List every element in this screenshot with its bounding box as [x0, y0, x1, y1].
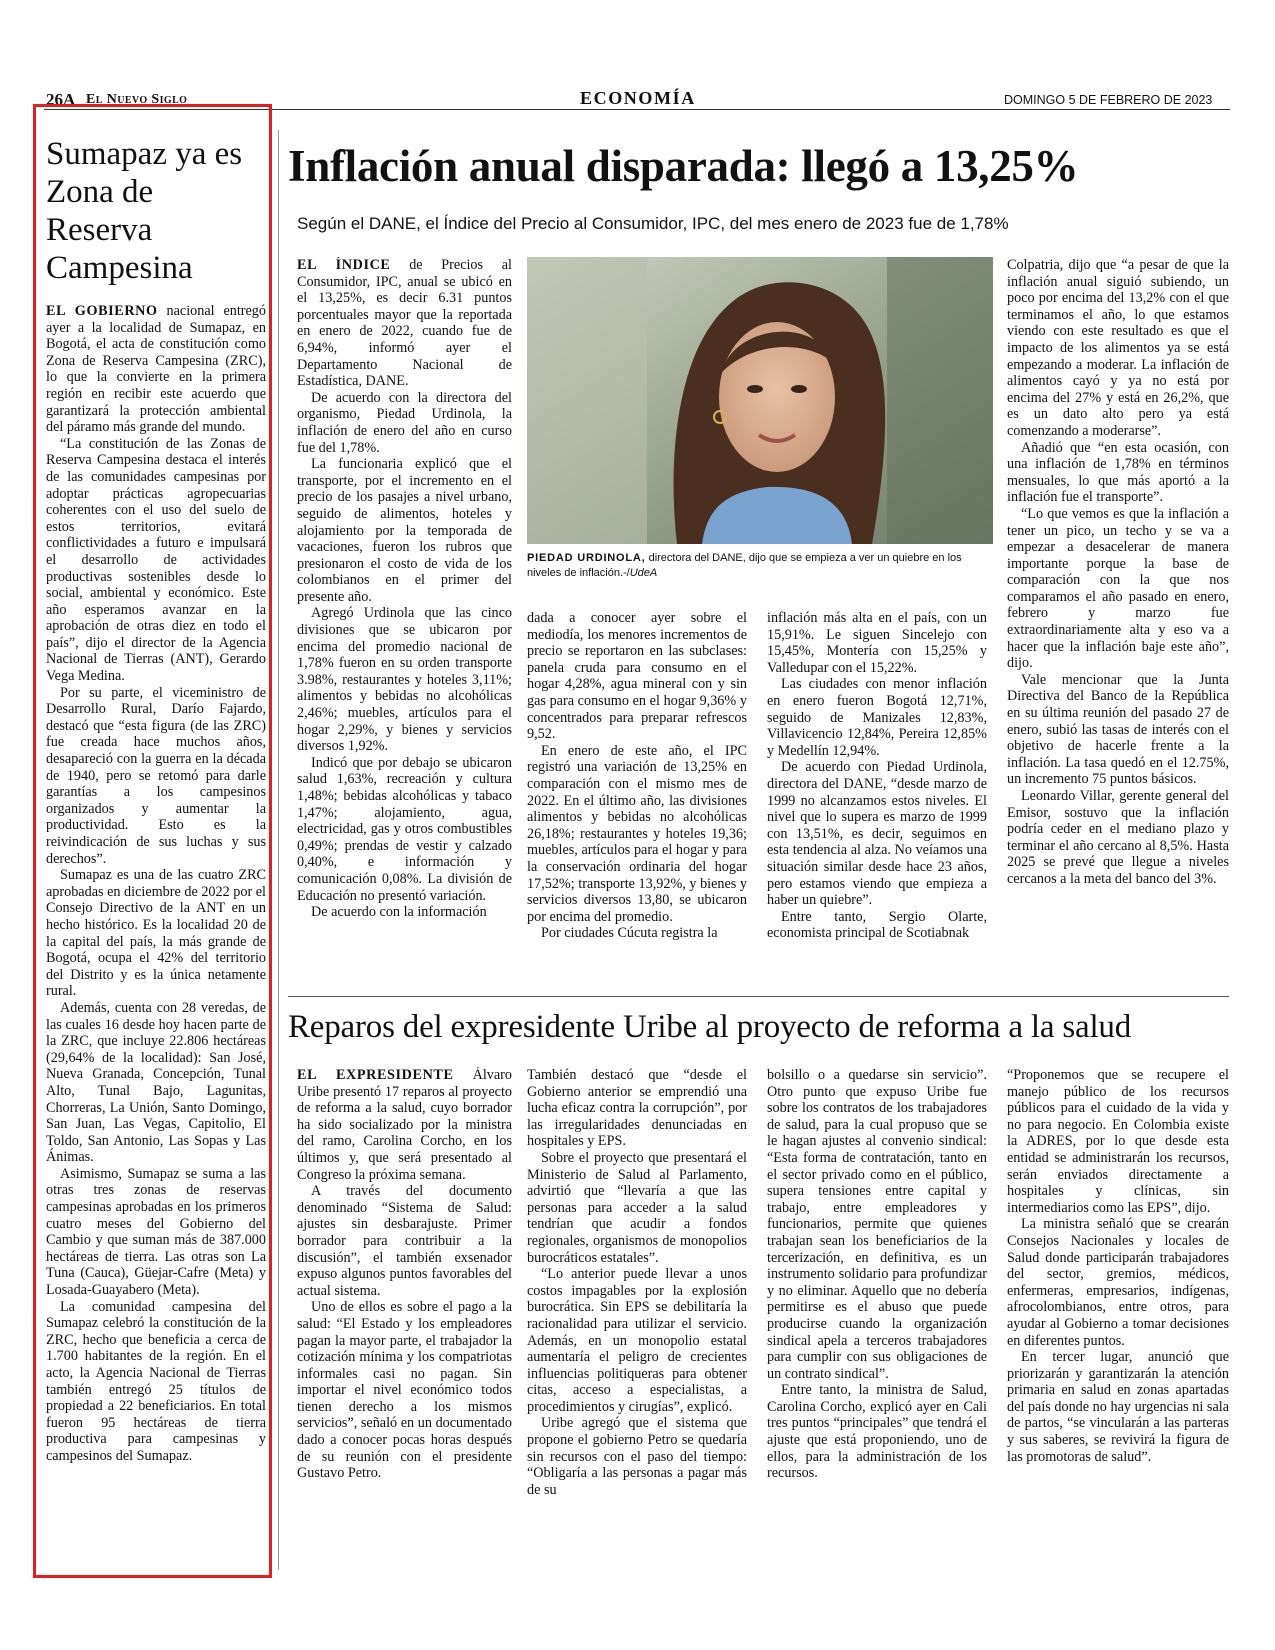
- sidebar-paragraph: Asimismo, Sumapaz se suma a las otras tres zonas de reservas campesinas aprobadas en los primeros cuatro meses del Gobierno del Cambio y que suman más de 387.000 hectáreas de tierra. Las otras son La Tuna (Cauca), Güejar-Cafre (Meta) y Losada-Guayabero (Meta).: [46, 1165, 266, 1299]
- sidebar-paragraph: Además, cuenta con 28 veredas, de las cuales 16 desde hoy hacen parte de la ZRC, que incluye 22.806 hectáreas (29,64% de la localidad): San José, Nueva Granada, Concepción, Tunal Alto, Tunal Bajo, Lagunitas, Chorreras, La Unión, Santo Domingo, San Juan, Las Vegas, Capitolio, El Toldo, San Antonio, Las Sopas y Las Ánimas.: [46, 999, 266, 1166]
- story-divider: [288, 996, 1229, 997]
- article-paragraph: Vale mencionar que la Junta Directiva del Banco de la República en su última reunión del pasado 27 de enero, subió las tasas de interés con el objetivo de hacerle frente a la inflación. La tasa quedó en el 12.75%, un incremento 75 puntos básicos.: [1007, 671, 1229, 788]
- article-paragraph: En enero de este año, el IPC registró una variación de 13,25% en comparación con el mismo mes de 2022. En el último año, las divisiones alimentos y bebidas no alcohólicas 26,18%; restaurantes y hoteles 19,36; muebles, artículos para el hogar y para la conservación ordinaria del hogar 17,52%; transporte 13,92%, y bienes y servicios diversos 13,80, se ubicaron por encima del promedio.: [527, 742, 747, 925]
- photo-caption: [527, 551, 993, 580]
- second-headline: Reparos del expresidente Uribe al proyecto de reforma a la salud: [288, 1009, 1132, 1045]
- sidebar-lead: EL GOBIERNO: [46, 303, 158, 319]
- article-paragraph: Colpatria, dijo que “a pesar de que la inflación anual siguió subiendo, un poco por encima del 13,2% con el que terminamos el año, lo que estamos viendo con este resultado es que el impacto de los alimentos ya se está empezando a moderar. La inflación de alimentos cayó y ya no está por encima del 27% y está en 26,2%, que es un dato alto pero ya está comenzando a moderarse”.: [1007, 257, 1229, 439]
- article-paragraph: A través del documento denominado “Sistema de Salud: ajustes sin desbarajuste. Primer borrador para contribuir a la discusión”, el también exsenador expuso algunos puntos favorables del actual sistema.: [297, 1183, 512, 1299]
- article-paragraph: Leonardo Villar, gerente general del Emisor, sostuvo que la inflación podría ceder en el mediano plazo y terminar el año cercano al 8,5%. Hasta 2025 se prevé que llegue a niveles cercanos a la meta del banco del 3%.: [1007, 788, 1229, 887]
- column-divider: [278, 130, 279, 1570]
- sidebar-headline: Sumapaz ya es Zona de Reserva Campesina: [46, 136, 243, 286]
- article-paragraph: Entre tanto, Sergio Olarte, economista principal de Scotiabnak: [767, 908, 987, 942]
- second-story-column-4: [1007, 1067, 1229, 1572]
- article-paragraph: De acuerdo con la información: [311, 904, 487, 921]
- article-paragraph: inflación más alta en el país, con un 15,91%. Le siguen Sincelejo con 15,45%, Montería con 15,25% y Valledupar con el 15,22%.: [767, 610, 987, 676]
- main-story-column-4: [1007, 257, 1229, 983]
- sidebar-paragraph: Sumapaz es una de las cuatro ZRC aprobadas en diciembre de 2022 por el Consejo Directivo de la ANT en un hecho histórico. Es la localidad 20 de la capital del país, la más grande de Bogotá, ocupa el 42% del territorio del Distrito y es la única netamente rural.: [46, 867, 266, 1000]
- second-story-column-3: [767, 1067, 987, 1572]
- sidebar-body: [46, 303, 266, 1570]
- main-story-column-3: [767, 610, 987, 983]
- article-paragraph: Entre tanto, la ministra de Salud, Carolina Corcho, explicó ayer en Cali tres puntos “principales” que tendrá el ajuste que está proponiendo, uno de ellos, para la administración de los recursos.: [767, 1382, 987, 1482]
- second-story-column-1: [297, 1067, 512, 1572]
- article-paragraph: La ministra señaló que se crearán Consejos Nacionales y locales de Salud donde participarán trabajadores del sector, gremios, médicos, enfermeras, empresarios, indígenas, afrocolombianos, entre otros, para ayudar al Gobierno a tomar decisiones en diferentes puntos.: [1007, 1216, 1229, 1349]
- article-paragraph: Indicó que por debajo se ubicaron salud 1,63%, recreación y cultura 1,48%; bebidas alcohólicas y tabaco 1,47%; alojamiento, agua, electricidad, gas y otros combustibles 0,49%; prendas de vestir y calzado 0,40%, e información y comunicación 0,08%. La división de Educación no presentó variación.: [297, 754, 512, 904]
- section-title: ECONOMÍA: [580, 88, 696, 108]
- article-paragraph: “Proponemos que se recupere el manejo público de los recursos públicos para el cuidado de la vida y no para negocio. En Colombia existe la ADRES, por lo que desde esta entidad se administrarán los recursos, serán enviados directamente a hospitales y clínicas, sin intermediarios como las EPS”, dijo.: [1007, 1067, 1229, 1216]
- article-paragraph: La funcionaria explicó que el transporte, por el incremento en el precio de los pasajes a nivel urbano, seguido de alimentos, hoteles y alojamiento por la temporada de vacaciones, fueron los rubros que presionaron el costo de vida de los colombianos en el primer del presente año.: [297, 456, 512, 605]
- sidebar-paragraph: EL GOBIERNO nacional entregó ayer a la localidad de Sumapaz, en Bogotá, el acta de constitución como Zona de Reserva Campesina (ZRC), lo que la convierte en la primera región en recibir este acuerdo que garantizará la protección ambiental del páramo más grande del mundo.: [46, 303, 266, 436]
- second-story-column-2: [527, 1067, 747, 1572]
- article-paragraph: dada a conocer ayer sobre el mediodía, los menores incrementos de precio se reportaron en las subclases: panela cruda para consumo en el hogar 4,28%, agua mineral con y sin gas para consumo en el hogar 9,36% y concentrados para preparar refrescos 9,52.: [527, 610, 747, 743]
- main-story-column-2: [527, 610, 747, 983]
- article-paragraph: Uribe agregó que el sistema que propone el gobierno Petro se quedaría sin recursos con el paso del tiempo: “Obligaría a las personas a pagar más de su: [527, 1415, 747, 1498]
- article-paragraph: Uno de ellos es sobre el pago a la salud: “El Estado y los empleadores pagan la mayor parte, el trabajador la cotización mínima y los compatriotas informales casi no pagan. Sin importar el nivel económico todos tienen derecho a los mismos servicios”, señaló en un documentado dado a conocer pocas horas después de su reunión con el presidente Gustavo Petro.: [297, 1299, 512, 1482]
- article-paragraph: Por ciudades Cúcuta registra la: [541, 925, 718, 942]
- article-paragraph: bolsillo o a quedarse sin servicio”. Otro punto que expuso Uribe fue sobre los contratos de los trabajadores de salud, para la cual propuso que se le hagan ajustes al convenio sindical: “Esta forma de contratación, tanto en el sector privado como en el público, supera tensiones entre capital y trabajo, entre empleadores y funcionarios, permite que quienes trabajan sean los beneficiarios de la tercerización, en definitiva, es un instrumento solidario para profundizar y no eliminar. Aquello que no debería permitirse es el abuso que puede producirse cuando la organización sindical apela a terceros trabajadores para cumplir con sus obligaciones de un contrato sindical”.: [767, 1067, 987, 1382]
- main-story-column-1: [297, 257, 512, 983]
- main-lead: EL ÍNDICE: [297, 257, 391, 273]
- article-paragraph: En tercer lugar, anunció que priorizarán y garantizarán la atención primaria en salud en zonas apartadas del país donde no hay urgencias ni sala de partos, “se vincularán a las parteras y sus saberes, se revivirá la figura de las promotoras de salud”.: [1007, 1349, 1229, 1465]
- article-paragraph: EL ÍNDICE de Precios al Consumidor, IPC, anual se ubicó en el 13,25%, es decir 6.31 puntos porcentuales mayor que la reportada en enero de 2022, cuando fue de 6,94%, informó ayer el Departamento Nacional de Estadística, DANE.: [297, 257, 512, 390]
- article-paragraph: Sobre el proyecto que presentará el Ministerio de Salud al Parlamento, advirtió que “llevaría a que las personas para acceder a la salud tendrían que acudir a fondos regionales, organismos de monopolios burocráticos estatales”.: [527, 1149, 747, 1266]
- sidebar-paragraph: Por su parte, el viceministro de Desarrollo Rural, Darío Fajardo, destacó que “esta figura (de las ZRC) fue creada hace muchos años, desapareció con la guerra en la década de 1940, pero se retomó para darle garantías a los campesinos organizados y aumentar la productividad. Esto es la reivindicación de sus luchas y sus derechos”.: [46, 684, 266, 867]
- article-paragraph: También destacó que “desde el Gobierno anterior se emprendió una lucha eficaz contra la corrupción”, por las irregularidades denunciadas en hospitales y EPS.: [527, 1067, 747, 1150]
- article-paragraph: Agregó Urdinola que las cinco divisiones que se ubicaron por encima del promedio nacional de 1,78% fueron en su orden transporte 3.98%, restaurantes y hoteles 3,11%; alimentos y bebidas no alcohólicas 2,46%; muebles, artículos para el hogar 2,29%, y bienes y servicios diversos 1,92%.: [297, 605, 512, 755]
- portrait-illustration: [527, 257, 993, 544]
- article-paragraph: Añadió que “en esta ocasión, con una inflación de 1,78% en términos mensuales, lo que más aportó a la inflación fue el transporte”.: [1007, 439, 1229, 506]
- article-paragraph: “Lo que vemos es que la inflación a tener un pico, un techo y se va a empezar a desacelerar de manera importante porque la base de comparación con la que nos comparamos el año pasado en enero, febrero y marzo fue extraordinariamente alta y eso va a hacer que la inflación baje este año”, dijo.: [1007, 505, 1229, 672]
- article-paragraph: De acuerdo con Piedad Urdinola, directora del DANE, “desde marzo de 1999 no alcanzamos estos niveles. El nivel que lo supera es marzo de 1999 con 13,51%, es decir, seguimos en esta tendencia al alza. No veíamos una situación similar desde hace 23 años, pero estamos viendo que empieza a haber un quiebre”.: [767, 759, 987, 909]
- portrait-photo: [527, 257, 993, 544]
- issue-date: DOMINGO 5 DE FEBRERO DE 2023: [1004, 93, 1213, 107]
- caption-credit: UdeA: [629, 566, 658, 579]
- article-paragraph: Las ciudades con menor inflación en enero fueron Bogotá 12,71%, seguido de Manizales 12,83%, Villavicencio 12,84%, Pereira 12,85% y Medellín 12,94%.: [767, 676, 987, 759]
- sidebar-paragraph: La comunidad campesina del Sumapaz celebró la constitución de la ZRC, hecho que beneficia a cerca de 1.700 habitantes de la región. En el acto, la Agencia Nacional de Tierras también entregó 25 títulos de propiedad a 22 beneficiarios. En total fueron 95 hectáreas de tierra productiva para campesinas y campesinos del Sumapaz.: [46, 1298, 266, 1464]
- caption-text: directora del DANE, dijo que se empieza a ver un quiebre en los niveles de inflación.-/: [527, 552, 962, 579]
- article-paragraph: “Lo anterior puede llevar a unos costos impagables por la explosión burocrática. Sin EPS se debilitaría la racionalidad para utilizar el servicio. Además, en un monopolio estatal aumentaría el peligro de crecientes influencias politiqueras para obtener citas, acceso a especialistas, a procedimientos y cirugías”, explicó.: [527, 1266, 747, 1415]
- masthead-logo: El Nuevo Siglo: [86, 92, 188, 107]
- main-subheadline: Según el DANE, el Índice del Precio al Consumidor, IPC, del mes enero de 2023 fue de 1,78%: [297, 214, 1009, 233]
- caption-name: PIEDAD URDINOLA,: [527, 552, 646, 564]
- second-lead: EL EXPRESIDENTE: [297, 1067, 454, 1083]
- main-headline: Inflación anual disparada: llegó a 13,25%: [288, 141, 1079, 191]
- page-number: 26A: [46, 90, 76, 109]
- sidebar-paragraph: “La constitución de las Zonas de Reserva Campesina destaca el interés de las comunidades campesinas por adoptar prácticas agropecuarias coherentes con el uso del suelo de estos territorios, evitará conflictividades a futuro e impulsará el desarrollo de actividades productivas sostenibles desde lo social, ambiental y económico. Este año esperamos avanzar en la aprobación de otras diez en todo el país”, dijo el director de la Agencia Nacional de Tierras (ANT), Gerardo Vega Medina.: [46, 435, 266, 685]
- article-paragraph: EL EXPRESIDENTE Álvaro Uribe presentó 17 reparos al proyecto de reforma a la salud, cuyo borrador ha sido socializado por la ministra del ramo, Carolina Corcho, en los últimos y, que será presentado al Congreso la próxima semana.: [297, 1067, 512, 1183]
- article-paragraph: De acuerdo con la directora del organismo, Piedad Urdinola, la inflación de enero del año en curso fue del 1,78%.: [297, 389, 512, 456]
